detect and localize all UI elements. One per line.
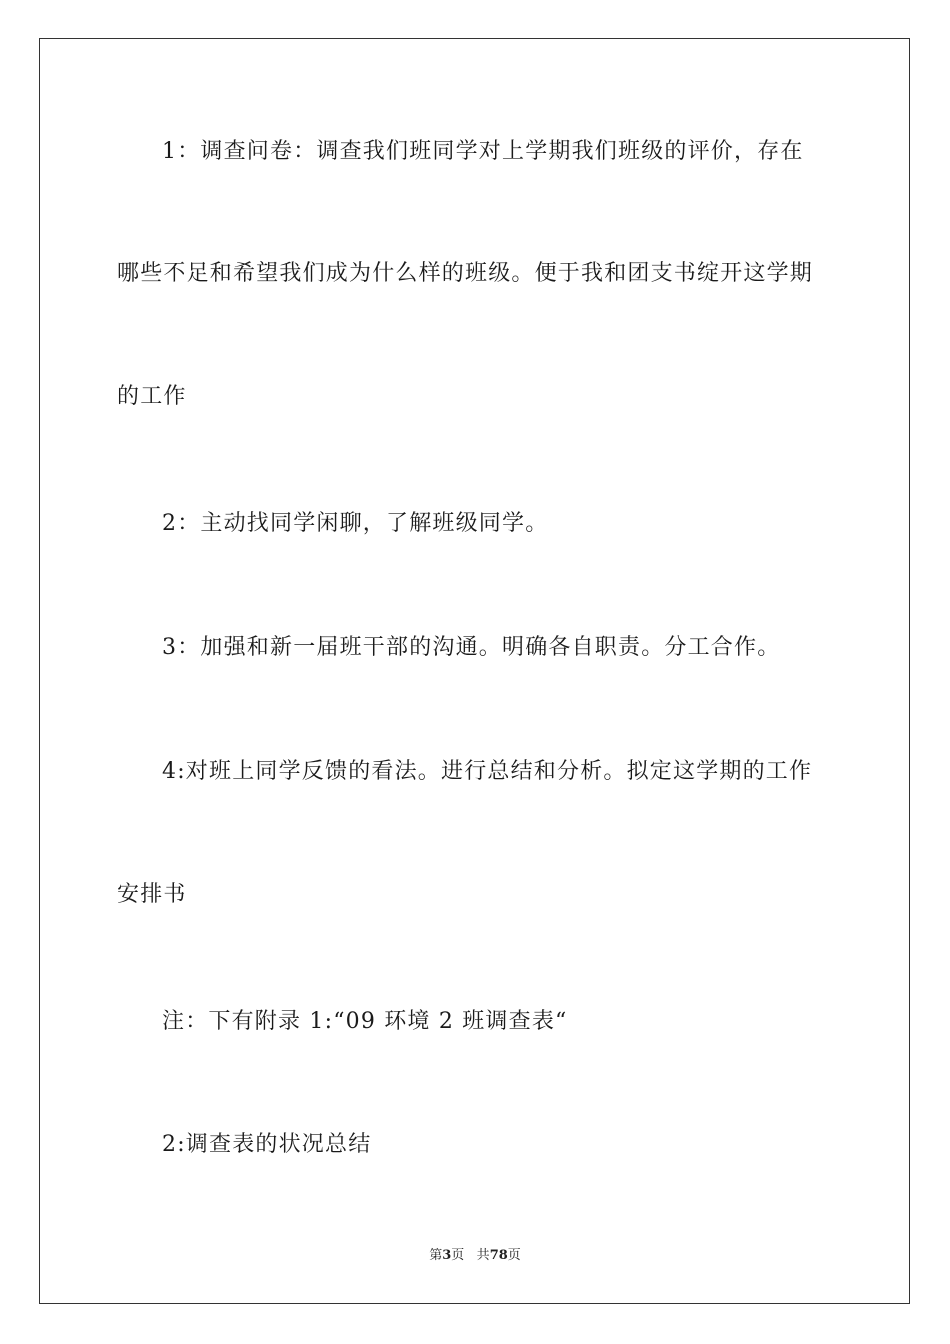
paragraph-line-4: 2：主动找同学闲聊，了解班级同学。: [162, 511, 549, 536]
paragraph-line-1: 1：调查问卷：调查我们班同学对上学期我们班级的评价，存在: [162, 139, 804, 164]
paragraph-line-7: 安排书: [117, 882, 187, 907]
page-footer: [0, 1247, 950, 1265]
footer-total-suffix: 页: [507, 1248, 521, 1263]
paragraph-line-3: 的工作: [117, 384, 187, 409]
footer-page-suffix: 页: [451, 1248, 465, 1263]
footer-total-pages: 78: [489, 1248, 508, 1263]
paragraph-line-8: 注：下有附录 1:“09 环境 2 班调查表“: [162, 1009, 568, 1034]
footer-total-prefix: 共: [476, 1248, 490, 1263]
page-border: [39, 38, 910, 1304]
footer-page-number: 3: [442, 1248, 452, 1263]
footer-page-prefix: 第: [429, 1248, 443, 1263]
paragraph-line-6: 4:对班上同学反馈的看法。进行总结和分析。拟定这学期的工作: [162, 759, 813, 784]
paragraph-line-5: 3：加强和新一届班干部的沟通。明确各自职责。分工合作。: [162, 635, 781, 660]
paragraph-line-9: 2:调查表的状况总结: [162, 1132, 372, 1157]
paragraph-line-2: 哪些不足和希望我们成为什么样的班级。便于我和团支书绽开这学期: [117, 261, 814, 286]
